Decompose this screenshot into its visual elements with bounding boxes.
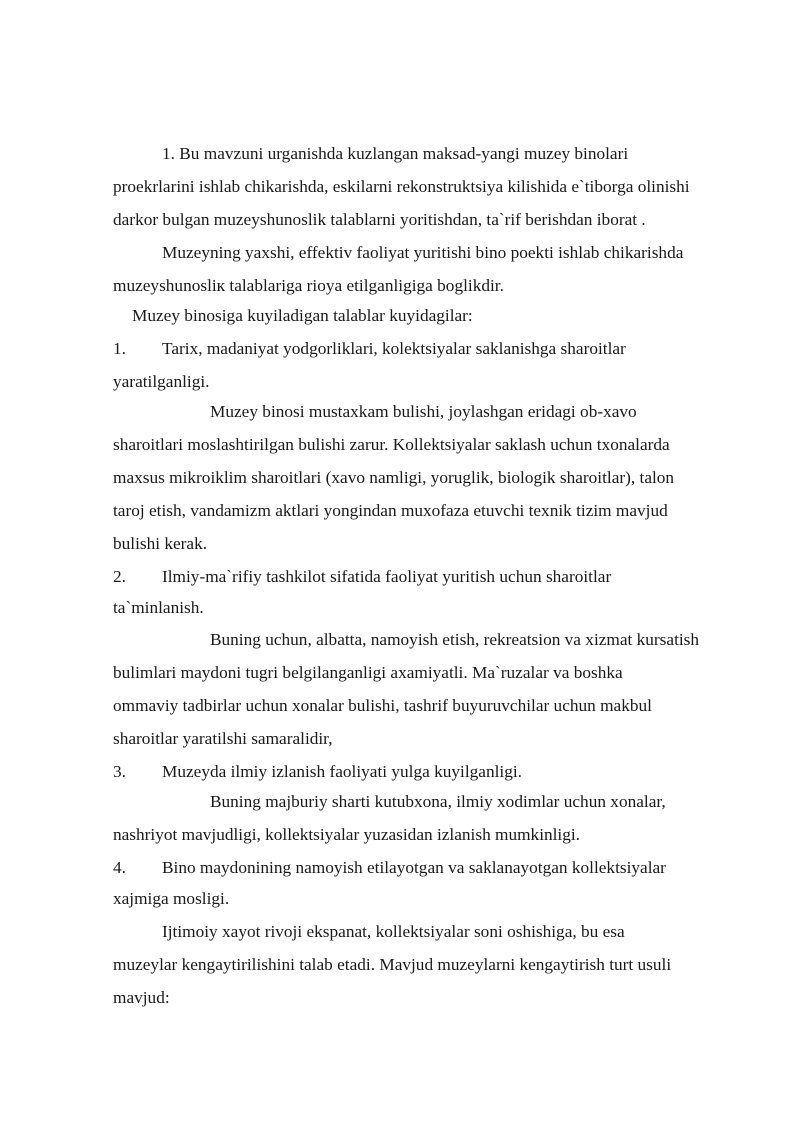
list-item-line: yaratilganligi. (113, 372, 210, 391)
paragraph-line: taroj etish, vandamizm aktlari yongindan muxofaza etuvchi texnik tizim mavjud (113, 501, 668, 520)
paragraph-line: mavjud: (113, 988, 170, 1007)
paragraph-line: proekrlarini ishlab chikarishda, eskilarni rekonstruktsiya kilishida e`tiborga olinishi (113, 177, 690, 196)
list-item-line: Bino maydonining namoyish etilayotgan va saklanayotgan kollektsiyalar (162, 858, 666, 877)
paragraph-line: muzeyshunoslік talablariga rioya etilganligiga boglikdir. (113, 276, 504, 295)
list-number: 3. (113, 762, 126, 781)
list-item-line: Tarix, madaniyat yodgorliklari, kolektsiyalar saklanishga sharoitlar (162, 339, 626, 358)
list-item-line: xajmiga mosligi. (113, 889, 230, 908)
paragraph-line: bulimlari maydoni tugri belgilanganligi axamiyatli. Ma`ruzalar va boshka (113, 663, 623, 682)
paragraph-line: Ijtimoiy xayot rivoji ekspanat, kollektsiyalar soni oshishiga, bu esa (162, 922, 625, 941)
paragraph-line: nashriyot mavjudligi, kollektsiyalar yuzasidan izlanish mumkinligi. (113, 825, 580, 844)
list-number: 4. (113, 858, 126, 877)
list-number: 2. (113, 567, 126, 586)
list-item-line: Ilmiy-ma`rifiy tashkilot sifatida faoliyat yuritish uchun sharoitlar (162, 567, 612, 586)
paragraph-line: Muzey binosiga kuyiladigan talablar kuyidagilar: (132, 306, 473, 325)
paragraph-line: 1. Bu mavzuni urganishda kuzlangan maksad-yangi muzey binolari (162, 144, 629, 163)
paragraph-line: muzeylar kengaytirilishini talab etadi. Mavjud muzeylarni kengaytirish turt usuli (113, 955, 672, 974)
paragraph-line: Buning uchun, albatta, namoyish etish, rekreatsion va xizmat kursatish (210, 630, 700, 649)
paragraph-line: bulishi kerak. (113, 534, 208, 553)
paragraph-line: sharoitlar yaratilshi samaralidir, (113, 729, 333, 748)
paragraph-line: maxsus mikroiklim sharoitlari (xavo namligi, yoruglik, biologik sharoitlar), talon (113, 468, 675, 487)
paragraph-line: Buning majburiy sharti kutubxona, ilmiy xodimlar uchun xonalar, (210, 792, 666, 811)
list-number: 1. (113, 339, 126, 358)
paragraph-line: ommaviy tadbirlar uchun xonalar bulishi, tashrif buyuruvchilar uchun makbul (113, 696, 652, 715)
paragraph-line: Muzey binosi mustaxkam bulishi, joylashgan eridagi ob-xavo (210, 402, 637, 421)
paragraph-line: sharoitlari moslashtirilgan bulishi zarur. Kollektsiyalar saklash uchun txonalarda (113, 435, 670, 454)
list-item-line: Muzeyda ilmiy izlanish faoliyati yulga kuyilganligi. (162, 762, 522, 781)
list-item-line: ta`minlanish. (113, 598, 204, 617)
paragraph-line: Muzeyning yaxshi, effektiv faoliyat yuritishi bino poekti ishlab chikarishda (162, 243, 684, 262)
paragraph-line: darkor bulgan muzeyshunoslik talablarni yoritishdan, ta`rif berishdan iborat . (113, 210, 646, 229)
